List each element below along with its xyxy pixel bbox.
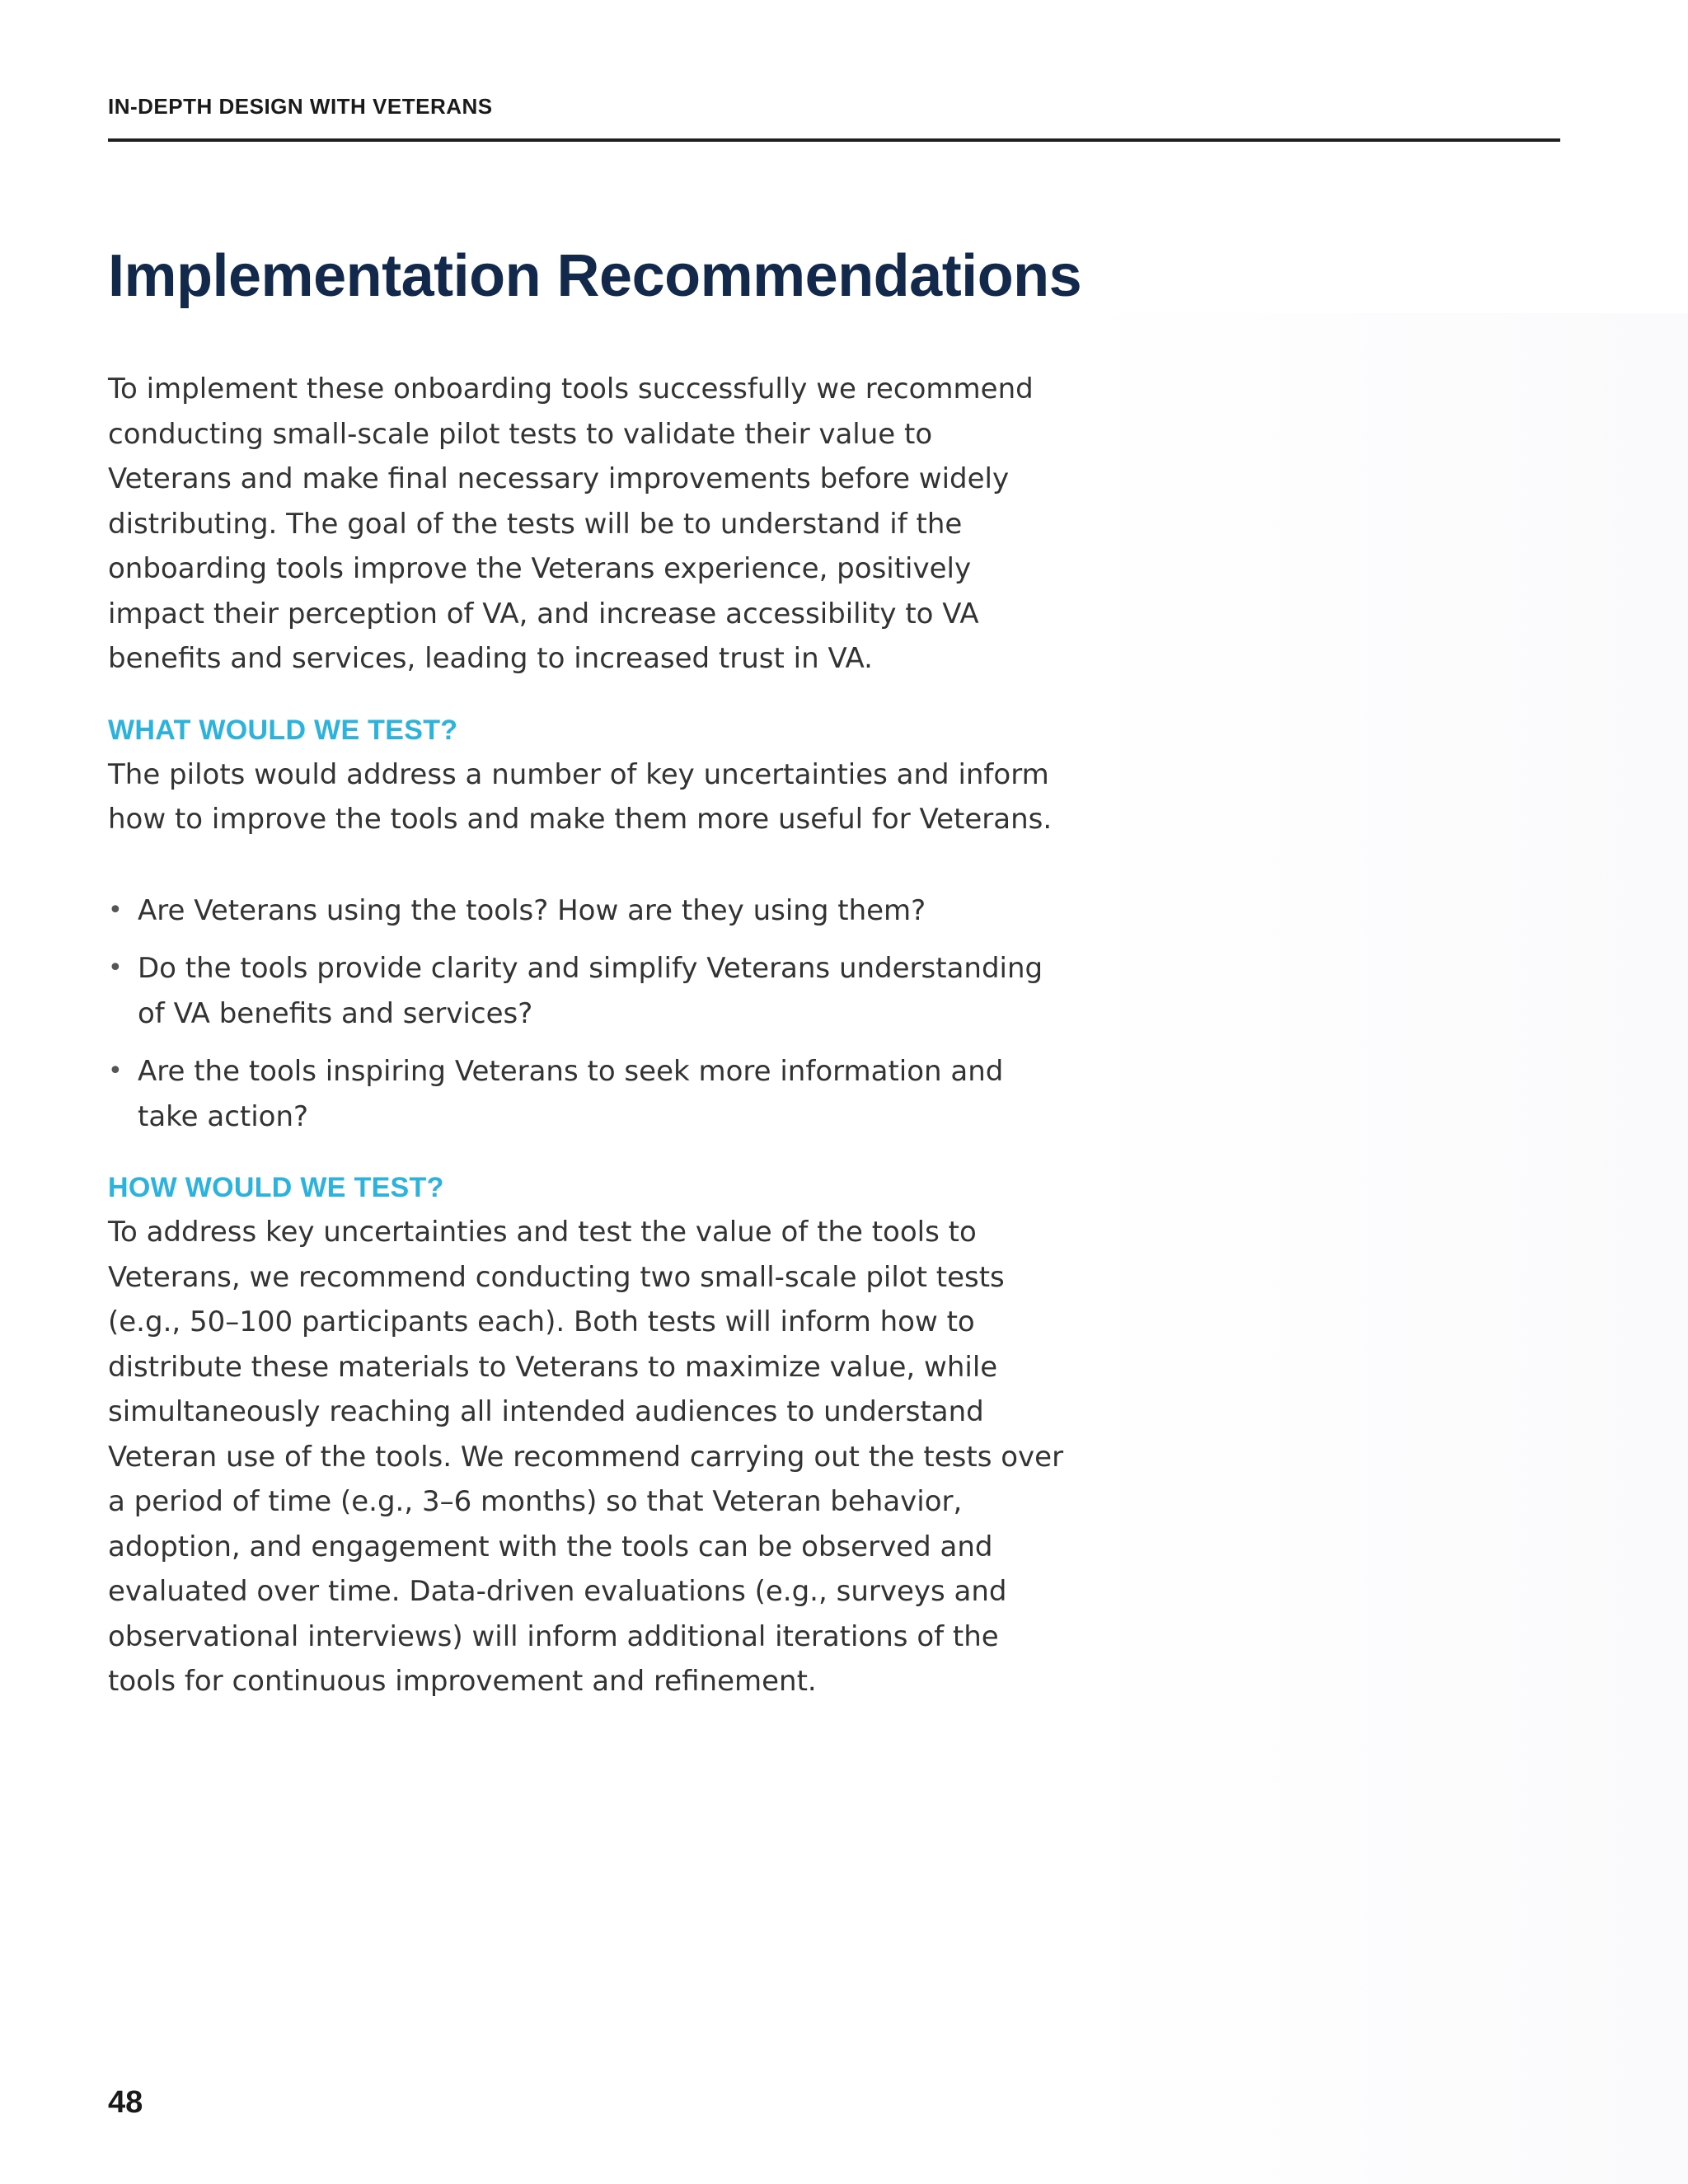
page-title: Implementation Recommendations — [108, 243, 1082, 309]
how-section-heading: HOW WOULD WE TEST? — [108, 1172, 444, 1203]
what-section-paragraph: The pilots would address a number of key uncertainties and inform how to improve the tools and make them more useful for Veterans. — [108, 757, 1053, 836]
list-item — [108, 888, 1064, 934]
page-number: 48 — [108, 2085, 143, 2120]
list-item-text: Are Veterans using the tools? How are they using them? — [138, 893, 926, 927]
bullet-icon: • — [108, 954, 123, 982]
bullet-icon: • — [108, 895, 123, 925]
list-item-text: Are the tools inspiring Veterans to seek more information and take action? — [138, 1055, 1004, 1133]
how-section-paragraph: To address key uncertainties and test the value of the tools to Veterans, we recommend conducting two small-scale pilot tests (e.g., 50–100 participants each). Both tests will inform how to distribute these materials to Veterans to maximize value, while simultaneously reaching all intended audiences to understand Veteran use of the tools. We recommend carrying out the tests over a period of time (e.g., 3–6 months) so that Veteran behavior, adoption, and engagement with the tools can be observed and evaluated over time. Data-driven evaluations (e.g., surveys and observational interviews) will inform additional iterations of the tools for continuous improvement and refinement. — [108, 1216, 1064, 1698]
list-item-text: Do the tools provide clarity and simplify Veterans understanding of VA benefits and services? — [138, 952, 1043, 1030]
running-header: IN-DEPTH DESIGN WITH VETERANS — [108, 94, 493, 119]
bullet-icon: • — [108, 1057, 123, 1085]
list-item — [108, 1049, 1064, 1139]
what-section-heading: WHAT WOULD WE TEST? — [108, 714, 458, 746]
test-questions-list — [108, 888, 1064, 1140]
intro-paragraph: To implement these onboarding tools successfully we recommend conducting small-scale pilot tests to validate their value to Veterans and make final necessary improvements before widely distributing. The goal of the tests will be to understand if the onboarding tools improve the Veterans experience, positively impact their perception of VA, and increase accessibility to VA benefits and services, leading to increased trust in VA. — [108, 373, 1034, 675]
main-content — [108, 367, 1064, 1704]
header-divider — [108, 138, 1560, 142]
page-background-shade — [1063, 313, 1688, 2184]
list-item — [108, 946, 1064, 1036]
